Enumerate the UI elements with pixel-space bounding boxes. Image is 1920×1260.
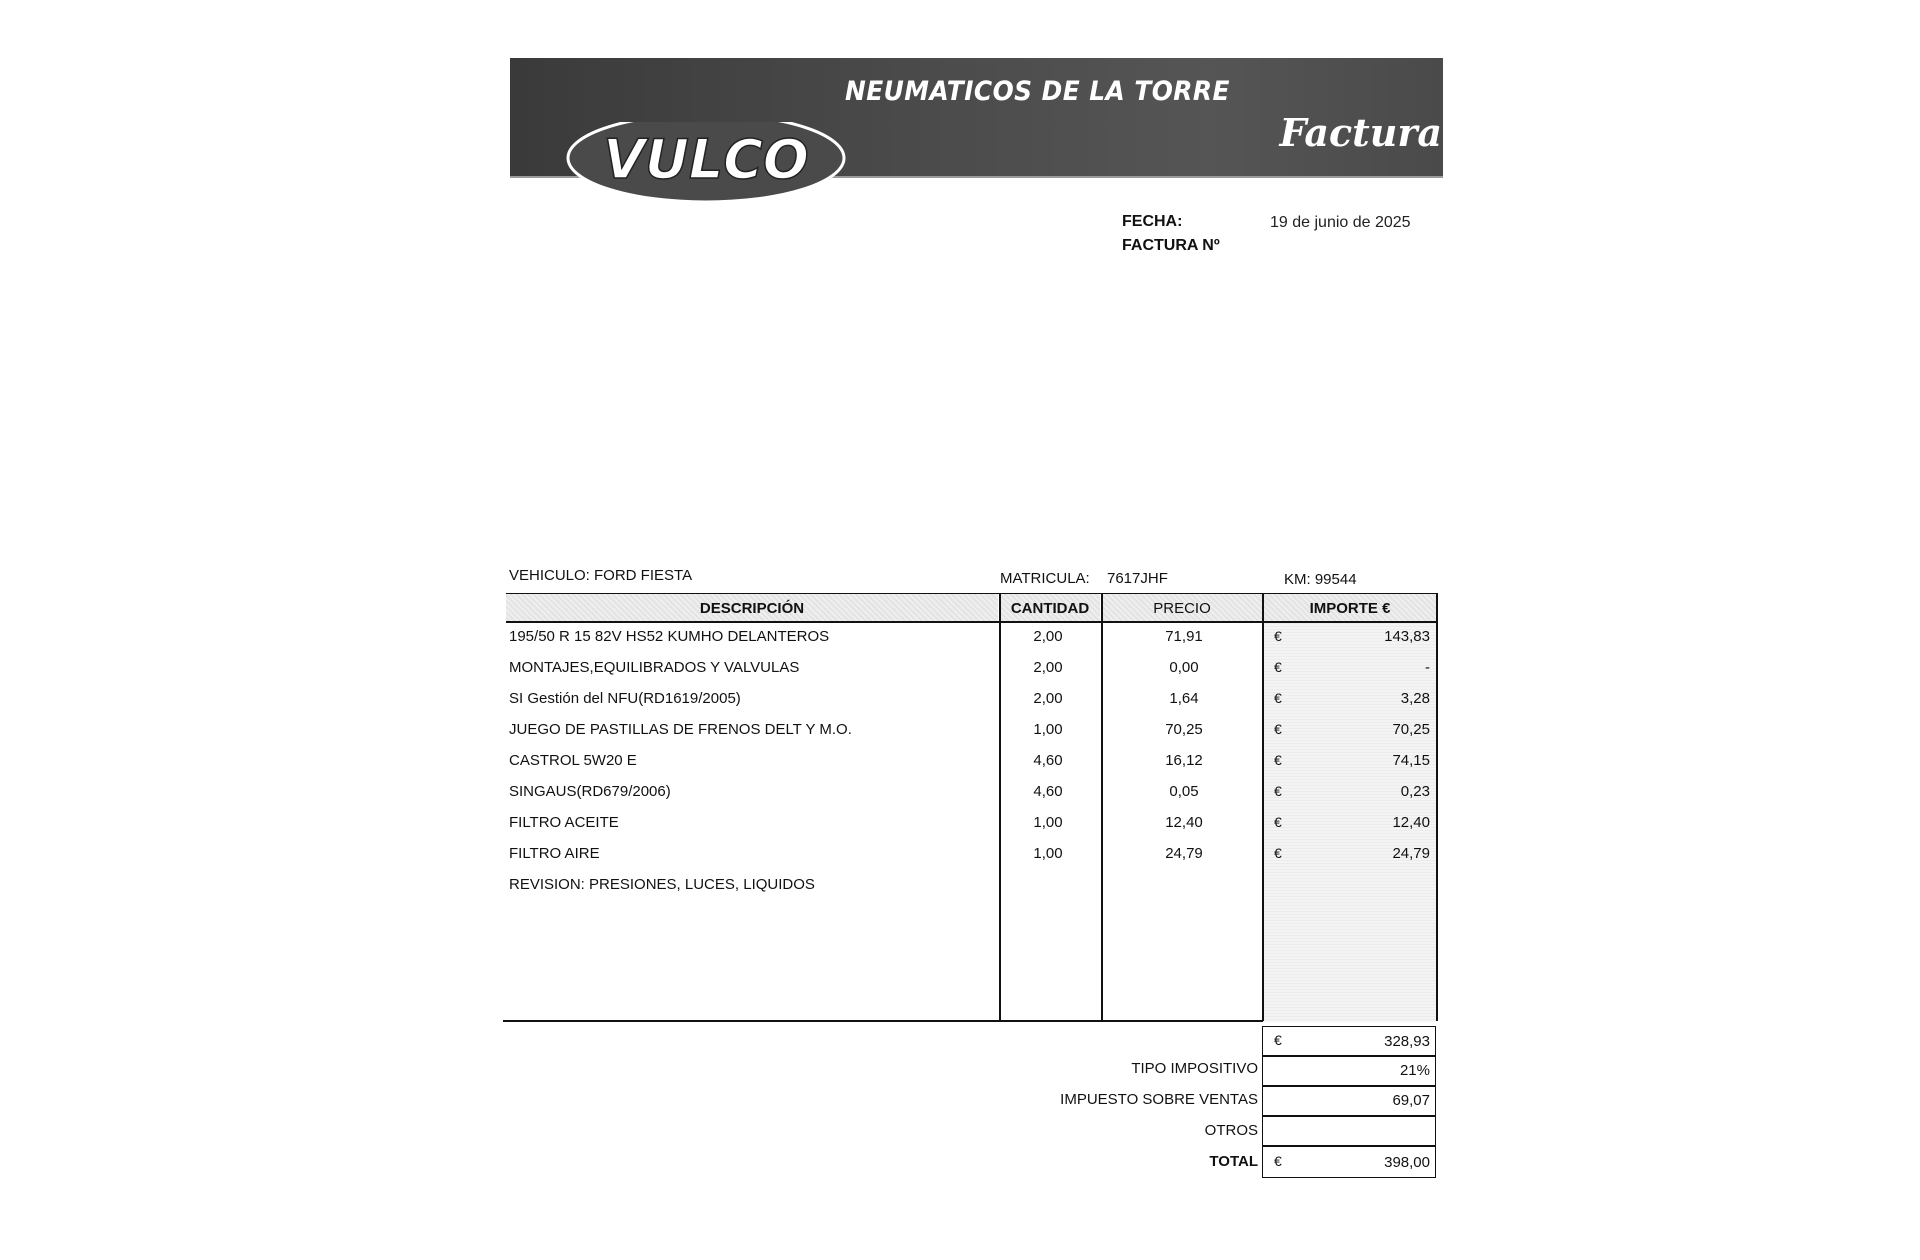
km-info: KM: 99544 bbox=[1284, 571, 1357, 588]
row-description: FILTRO AIRE bbox=[509, 845, 600, 862]
row-description: CASTROL 5W20 E bbox=[509, 752, 637, 769]
row-description: SI Gestión del NFU(RD1619/2005) bbox=[509, 690, 741, 707]
row-price: 0,05 bbox=[1169, 783, 1199, 800]
vulco-logo bbox=[566, 122, 856, 208]
currency-symbol: € bbox=[1274, 628, 1282, 644]
header-precio: PRECIO bbox=[1102, 594, 1262, 622]
row-quantity: 4,60 bbox=[1033, 783, 1063, 800]
row-description: 195/50 R 15 82V HS52 KUMHO DELANTEROS bbox=[509, 628, 830, 645]
grid-col-3 bbox=[1262, 593, 1264, 1021]
row-price: 12,40 bbox=[1165, 814, 1203, 831]
tipo-impositivo-label: TIPO IMPOSITIVO bbox=[1131, 1060, 1258, 1077]
row-quantity: 1,00 bbox=[1033, 845, 1063, 862]
grid-header-bottom bbox=[506, 621, 1438, 623]
row-description: SINGAUS(RD679/2006) bbox=[509, 783, 671, 800]
row-description: FILTRO ACEITE bbox=[509, 814, 619, 831]
matricula-label: MATRICULA: bbox=[1000, 570, 1090, 587]
total-label: TOTAL bbox=[1209, 1153, 1258, 1170]
row-price: 1,64 bbox=[1169, 690, 1199, 707]
subtotal-value: 328,93 bbox=[1384, 1033, 1430, 1050]
row-amount: 143,83 bbox=[1384, 628, 1430, 645]
currency-symbol: € bbox=[1274, 1032, 1282, 1048]
header-descripcion: DESCRIPCIÓN bbox=[506, 594, 998, 622]
row-price: 24,79 bbox=[1165, 845, 1203, 862]
row-quantity: 1,00 bbox=[1033, 721, 1063, 738]
currency-symbol: € bbox=[1274, 845, 1282, 861]
impuesto-label: IMPUESTO SOBRE VENTAS bbox=[1060, 1091, 1258, 1108]
row-amount: 24,79 bbox=[1392, 845, 1430, 862]
grid-top bbox=[506, 593, 1438, 594]
otros-label: OTROS bbox=[1204, 1122, 1258, 1139]
row-quantity: 2,00 bbox=[1033, 659, 1063, 676]
row-quantity: 4,60 bbox=[1033, 752, 1063, 769]
row-amount: 12,40 bbox=[1392, 814, 1430, 831]
vehicle-info: VEHICULO: FORD FIESTA bbox=[509, 567, 693, 584]
row-price: 70,25 bbox=[1165, 721, 1203, 738]
row-quantity: 1,00 bbox=[1033, 814, 1063, 831]
currency-symbol: € bbox=[1274, 752, 1282, 768]
grid-col-1 bbox=[999, 593, 1001, 1021]
factura-number-label: FACTURA Nº bbox=[1122, 237, 1220, 254]
header-importe: IMPORTE € bbox=[1264, 594, 1436, 622]
row-amount: - bbox=[1425, 659, 1430, 676]
document-type: Factura bbox=[1279, 110, 1442, 155]
total-value: 398,00 bbox=[1384, 1154, 1430, 1171]
currency-symbol: € bbox=[1274, 690, 1282, 706]
row-price: 0,00 bbox=[1169, 659, 1199, 676]
otros-box bbox=[1262, 1116, 1436, 1146]
currency-symbol: € bbox=[1274, 814, 1282, 830]
row-amount: 3,28 bbox=[1400, 690, 1430, 707]
fecha-value: 19 de junio de 2025 bbox=[1270, 214, 1411, 231]
fecha-label: FECHA: bbox=[1122, 213, 1183, 230]
grid-col-4 bbox=[1436, 593, 1438, 1021]
matricula-value: 7617JHF bbox=[1107, 570, 1168, 587]
row-price: 71,91 bbox=[1165, 628, 1203, 645]
header-cantidad: CANTIDAD bbox=[1000, 594, 1100, 622]
row-description: REVISION: PRESIONES, LUCES, LIQUIDOS bbox=[509, 876, 815, 893]
row-amount: 0,23 bbox=[1400, 783, 1430, 800]
currency-symbol: € bbox=[1274, 659, 1282, 675]
company-name: NEUMATICOS DE LA TORRE bbox=[845, 76, 1230, 107]
row-price: 16,12 bbox=[1165, 752, 1203, 769]
currency-symbol: € bbox=[1274, 783, 1282, 799]
row-quantity: 2,00 bbox=[1033, 690, 1063, 707]
currency-symbol: € bbox=[1274, 721, 1282, 737]
currency-symbol: € bbox=[1274, 1153, 1282, 1169]
grid-col-2 bbox=[1101, 593, 1103, 1021]
impuesto-value: 69,07 bbox=[1392, 1092, 1430, 1109]
row-amount: 70,25 bbox=[1392, 721, 1430, 738]
row-quantity: 2,00 bbox=[1033, 628, 1063, 645]
tipo-impositivo-value: 21% bbox=[1399, 1062, 1430, 1079]
row-description: MONTAJES,EQUILIBRADOS Y VALVULAS bbox=[509, 659, 800, 676]
logo-text: VULCO bbox=[603, 128, 809, 191]
row-amount: 74,15 bbox=[1392, 752, 1430, 769]
grid-bottom bbox=[503, 1020, 1263, 1022]
row-description: JUEGO DE PASTILLAS DE FRENOS DELT Y M.O. bbox=[509, 721, 852, 738]
